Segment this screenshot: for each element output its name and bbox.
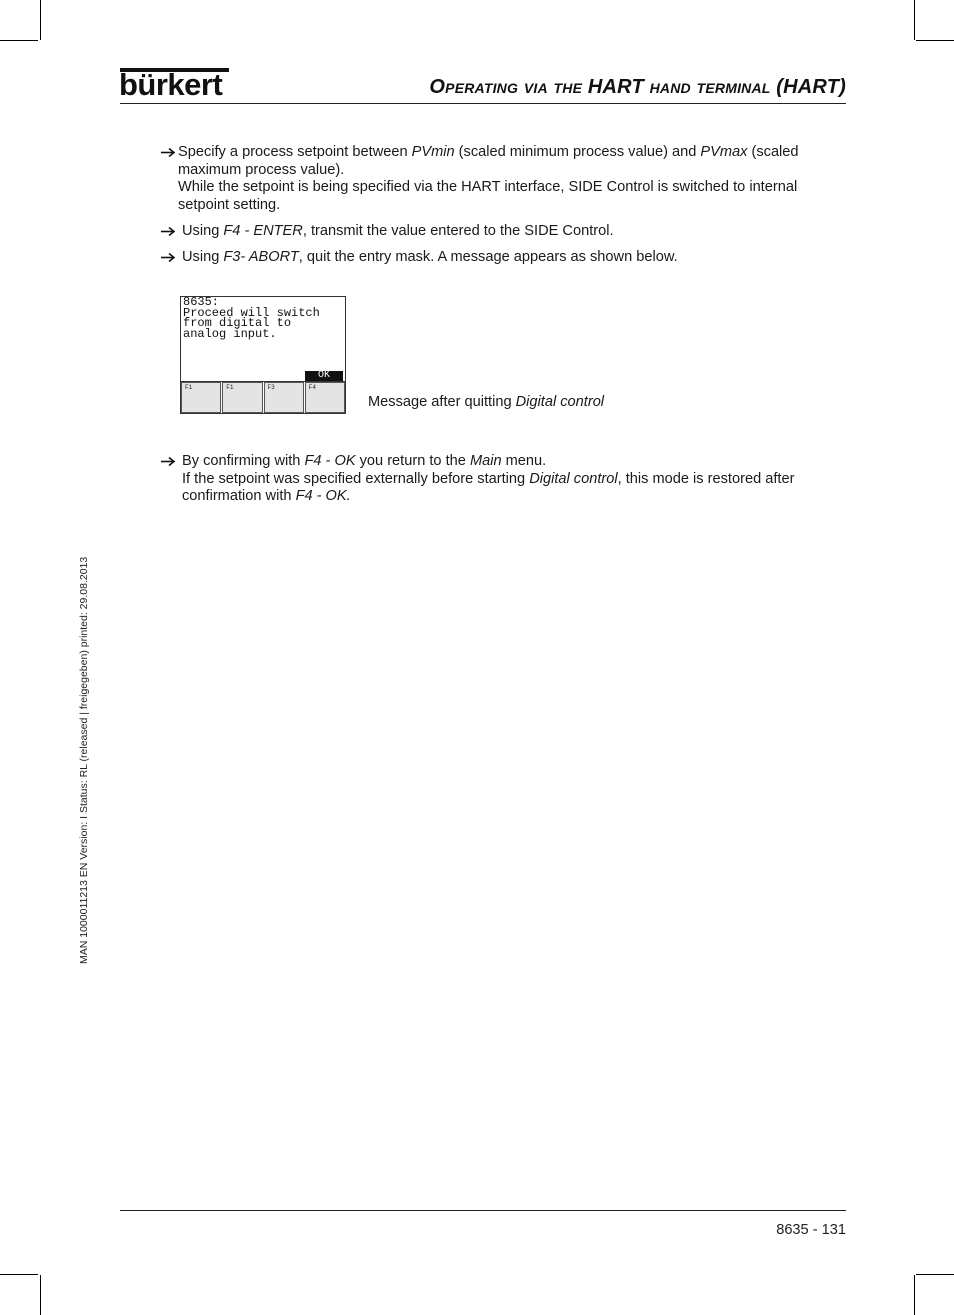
hart-terminal-screen [180,296,346,414]
arrow-right-icon [160,249,178,266]
caption-emphasis: Digital control [515,394,605,410]
figure-caption [368,394,604,411]
screen-message: 8635: Proceed will switch from digital to analog input. [183,295,320,341]
text-run: Using [182,223,224,239]
crop-mark [0,40,38,41]
text-emphasis: F4 - OK. [295,488,351,504]
page-number: 8635 - 131 [776,1222,846,1238]
text-emphasis: PVmin [411,144,455,160]
instruction-item [160,223,820,241]
instruction-item [160,249,820,267]
text-emphasis: Main [469,453,502,469]
text-run: , this mode is restored after confirmation with [182,470,795,504]
text-run: If the setpoint was specified externally before starting [182,470,530,487]
text-run: Using [182,249,224,265]
footer-divider [120,1210,846,1211]
text-emphasis: F4 - OK [304,453,356,469]
header-divider [120,103,846,104]
instruction-item [160,453,820,506]
text-emphasis: PVmax [700,144,748,160]
arrow-right-icon [160,144,178,161]
function-keys [181,382,345,413]
instruction-text [178,144,820,214]
text-run: By confirming with [182,453,305,469]
text-run: (scaled minimum process value) and [454,144,701,160]
f4-key-label: F4 [308,384,316,391]
crop-mark [0,1274,38,1275]
text-line: While the setpoint is being specified via the HART interface, SIDE Control is switched to internal setpoint setting. [178,179,798,213]
document-meta-side-text: MAN 1000011213 EN Version: I Status: RL (released | freigegeben) printed: 29.08.2013 [78,556,90,964]
arrow-right-icon [160,453,178,470]
text-run: menu. [501,453,547,469]
crop-mark [916,1274,954,1275]
text-run: , transmit the value entered to the SIDE Control. [302,223,614,239]
crop-mark [40,1275,41,1315]
crop-mark [914,0,915,40]
f4-key[interactable] [305,382,345,413]
text-run: , quit the entry mask. A message appears as shown below. [298,249,678,265]
crop-mark [916,40,954,41]
text-emphasis: F3- ABORT [223,249,299,265]
f3-key-label: F3 [267,384,275,391]
caption-text: Message after quitting [368,394,516,410]
text-run: Specify a process setpoint between [178,144,412,160]
f1-key-label: F1 [185,384,193,391]
text-run: (scaled maximum process value). [178,144,799,178]
text-emphasis: Digital control [529,470,618,487]
logo-text: bürkert [119,67,223,102]
f2-key[interactable] [222,382,262,413]
f3-key[interactable] [264,382,304,413]
instruction-item [160,144,820,214]
text-run: you return to the [355,453,470,469]
ok-softkey-label: OK [305,371,343,381]
page-header-title: Operating via the HART hand terminal (HART) [429,76,846,98]
burkert-logo [120,68,230,102]
instruction-text [182,249,820,267]
crop-mark [40,0,41,40]
f1-key[interactable] [181,382,221,413]
f2-key-label: F1 [226,384,234,391]
crop-mark [914,1275,915,1315]
instruction-text [182,223,820,241]
arrow-right-icon [160,223,178,240]
instruction-text [182,453,820,506]
text-emphasis: F4 - ENTER [223,223,303,239]
